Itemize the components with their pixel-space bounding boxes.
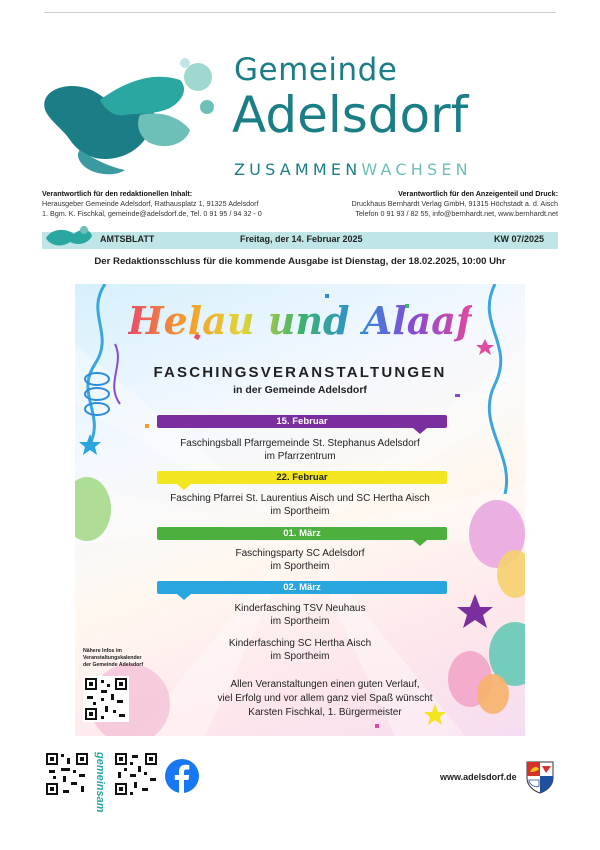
info-note: Nähere Infos im Veranstaltungskalender der Gemeinde Adelsdorf	[83, 648, 144, 668]
closing-message	[175, 678, 475, 720]
facebook-icon[interactable]	[164, 758, 200, 794]
event-5-title: Kinderfasching SC Hertha Aisch	[228, 638, 372, 649]
event-3-venue: im Sportheim	[270, 561, 330, 572]
poster-subtitle: in der Gemeinde Adelsdorf	[233, 384, 367, 396]
top-rule	[44, 12, 556, 13]
event-date-banner-1: 15. Februar	[157, 415, 447, 428]
tagline-part1: ZUSAMMEN	[234, 160, 362, 179]
tagline	[234, 160, 472, 179]
imprint-print-line2: Telefon 0 91 93 / 82 55, info@bernhardt.net, www.bernhardt.net	[355, 209, 558, 218]
imprint-editorial-line1: Herausgeber Gemeinde Adelsdorf, Rathausplatz 1, 91325 Adelsdorf	[42, 199, 259, 208]
closing-line3: Karsten Fischkal, 1. Bürgermeister	[248, 707, 402, 718]
amtsblatt-label: AMTSBLATT	[100, 234, 155, 244]
event-2-title: Fasching Pfarrei St. Laurentius Aisch und SC Hertha Aisch	[170, 493, 430, 504]
footer-qr-code-2[interactable]	[114, 752, 158, 796]
event-5-venue: im Sportheim	[270, 651, 330, 662]
closing-line2: viel Erfolg und vor allem ganz viel Spaß wünscht	[217, 693, 433, 704]
gemeinsam-label: gemeinsam	[94, 752, 106, 813]
issue-date: Freitag, der 14. Februar 2025	[240, 234, 363, 244]
event-date-banner-4: 02. März	[157, 581, 447, 594]
event-4-venue: im Sportheim	[270, 616, 330, 627]
title-adelsdorf: Adelsdorf	[232, 86, 469, 144]
coat-of-arms-icon	[525, 760, 555, 794]
poster-headline	[75, 298, 525, 343]
event-1-title: Faschingsball Pfarrgemeinde St. Stephanus Adelsdorf	[180, 438, 420, 449]
tagline-part2: WACHSEN	[361, 160, 472, 179]
title-gemeinde: Gemeinde	[234, 52, 398, 88]
closing-line1: Allen Veranstaltungen einen guten Verlauf,	[230, 679, 420, 690]
gemeinde-logo	[40, 55, 215, 180]
bar-drop-icon	[44, 224, 94, 250]
event-date-banner-3: 01. März	[157, 527, 447, 540]
poster-headline-text: Helau und Alaaf	[127, 298, 473, 343]
imprint-print-line1: Druckhaus Bernhardt Verlag GmbH, 91315 Höchstadt a. d. Aisch	[351, 199, 558, 208]
event-4-title: Kinderfasching TSV Neuhaus	[234, 603, 366, 614]
event-3-title: Faschingsparty SC Adelsdorf	[235, 548, 365, 559]
imprint-editorial-heading: Verantwortlich für den redaktionellen Inhalt:	[42, 189, 193, 198]
event-date-banner-2: 22. Februar	[157, 471, 447, 484]
carnival-poster	[75, 284, 525, 736]
event-2-venue: im Sportheim	[270, 506, 330, 517]
poster-title: FASCHINGSVERANSTALTUNGEN	[153, 364, 447, 381]
poster-qr-code[interactable]	[83, 676, 129, 722]
imprint-print	[351, 189, 558, 219]
footer-qr-code-1[interactable]	[45, 752, 89, 796]
imprint-print-heading: Verantwortlich für den Anzeigenteil und Druck:	[398, 189, 558, 198]
website-url[interactable]: www.adelsdorf.de	[440, 772, 517, 782]
imprint-editorial	[42, 189, 262, 219]
event-1-venue: im Pfarrzentrum	[264, 451, 336, 462]
imprint-editorial-line2: 1. Bgm. K. Fischkal, gemeinde@adelsdorf.de, Tel. 0 91 95 / 94 32 - 0	[42, 209, 262, 218]
issue-number: KW 07/2025	[494, 234, 545, 244]
deadline-notice: Der Redaktionsschluss für die kommende Ausgabe ist Dienstag, der 18.02.2025, 10:00 Uhr	[94, 256, 506, 267]
